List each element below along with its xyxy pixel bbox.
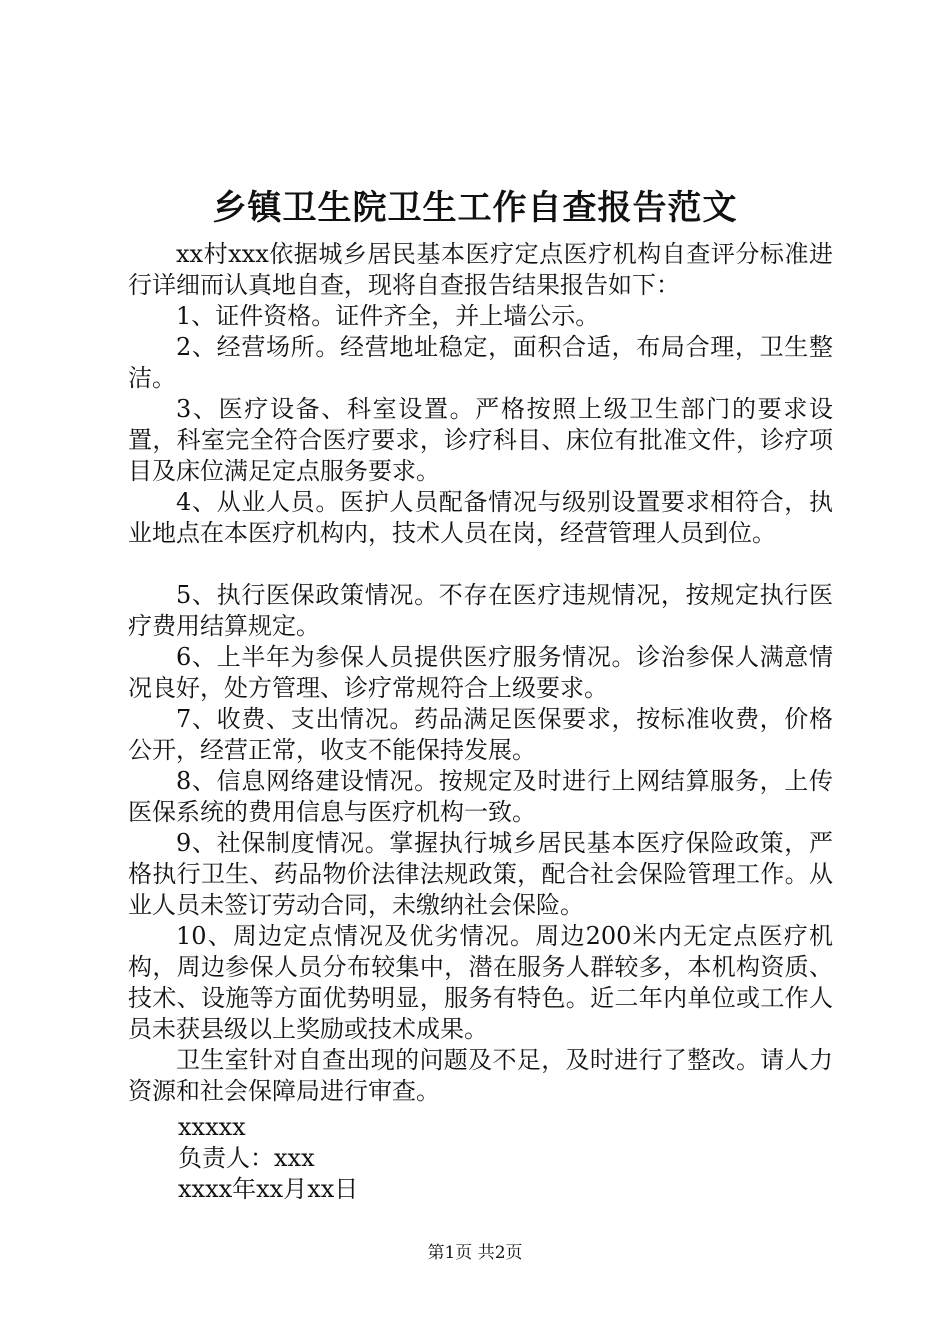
paragraph-item-8: 8、信息网络建设情况。按规定及时进行上网结算服务，上传医保系统的费用信息与医疗机构一致。 — [128, 767, 833, 826]
signature-date: xxxx年xx月xx日 — [178, 1175, 359, 1203]
page-footer: 第1页 共2页 — [427, 1243, 523, 1263]
document-body — [128, 239, 833, 1205]
paragraph-item-1: 1、证件资格。证件齐全，并上墙公示。 — [176, 302, 600, 330]
paragraph-item-5: 5、执行医保政策情况。不存在医疗违规情况，按规定执行医疗费用结算规定。 — [128, 581, 833, 640]
paragraph-item-3: 3、医疗设备、科室设置。严格按照上级卫生部门的要求设置，科室完全符合医疗要求，诊疗科目、床位有批准文件，诊疗项目及床位满足定点服务要求。 — [128, 395, 833, 485]
paragraph-item-6: 6、上半年为参保人员提供医疗服务情况。诊治参保人满意情况良好，处方管理、诊疗常规符合上级要求。 — [128, 643, 833, 702]
paragraph-conclusion: 卫生室针对自查出现的问题及不足，及时进行了整改。请人力资源和社会保障局进行审查。 — [128, 1046, 833, 1105]
paragraph-item-9: 9、社保制度情况。掌握执行城乡居民基本医疗保险政策，严格执行卫生、药品物价法律法规政策，配合社会保险管理工作。从业人员未签订劳动合同，未缴纳社会保险。 — [128, 829, 833, 919]
paragraph-item-7: 7、收费、支出情况。药品满足医保要求，按标准收费，价格公开，经营正常，收支不能保持发展。 — [128, 705, 833, 764]
blank-line — [128, 549, 833, 580]
paragraph-item-10: 10、周边定点情况及优劣情况。周边200米内无定点医疗机构，周边参保人员分布较集中，潜在服务人群较多，本机构资质、技术、设施等方面优势明显，服务有特色。近二年内单位或工作人员未获县级以上奖励或技术成果。 — [128, 922, 833, 1043]
paragraph-intro: xx村xxx依据城乡居民基本医疗定点医疗机构自查评分标准进行详细而认真地自查，现将自查报告结果报告如下： — [128, 240, 833, 299]
signature-unit: xxxxx — [178, 1113, 246, 1141]
signature-responsible: 负责人：xxx — [178, 1144, 315, 1172]
paragraph-item-4: 4、从业人员。医护人员配备情况与级别设置要求相符合，执业地点在本医疗机构内，技术人员在岗，经营管理人员到位。 — [128, 488, 833, 547]
document-title: 乡镇卫生院卫生工作自查报告范文 — [212, 188, 738, 228]
paragraph-item-2: 2、经营场所。经营地址稳定，面积合适，布局合理，卫生整洁。 — [128, 333, 833, 392]
